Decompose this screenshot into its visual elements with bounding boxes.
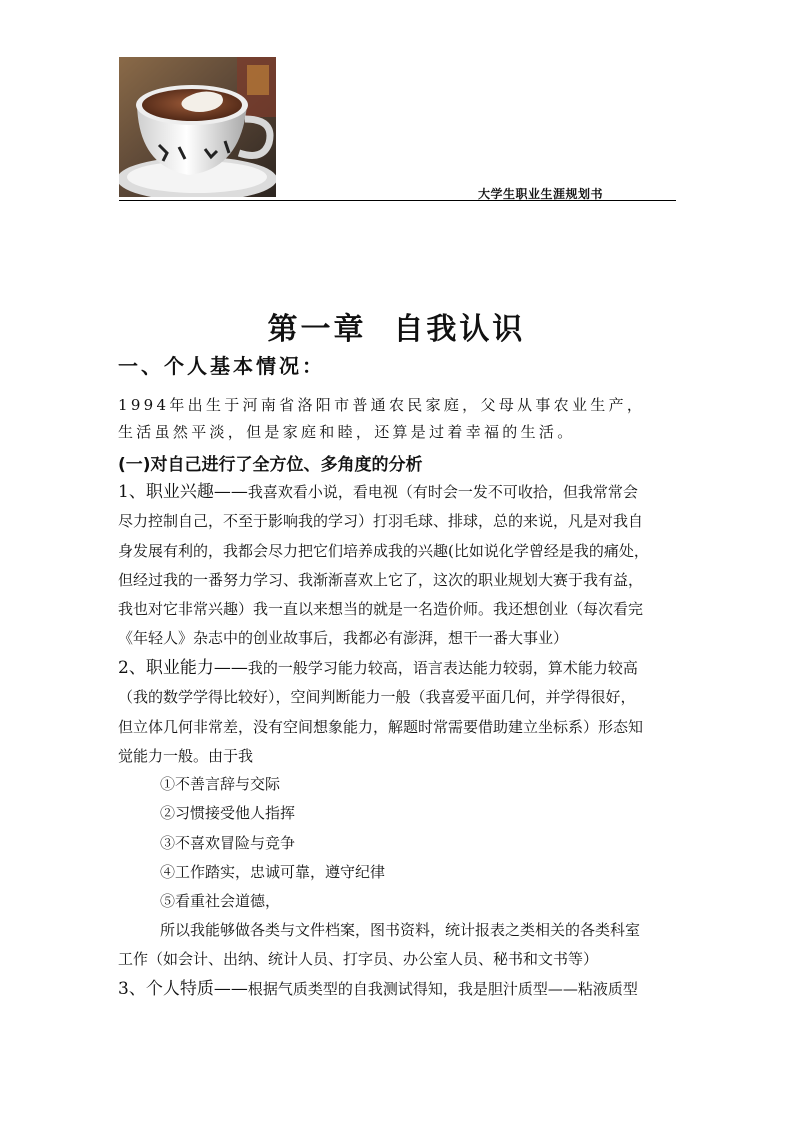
header-divider [119, 200, 676, 201]
list-item: ③不喜欢冒险与竞争 [160, 833, 296, 852]
section-heading: 一、个人基本情况： [118, 354, 325, 378]
paragraph-line: 但经过我的一番努力学习、我渐渐喜欢上它了，这次的职业规划大赛于我有益， [118, 570, 644, 589]
paragraph-line: 《年轻人》杂志中的创业故事后，我都必有澎湃，想干一番大事业） [118, 629, 569, 648]
traits-list [160, 770, 385, 916]
career-ability-paragraph [118, 654, 683, 771]
paragraph-line: 1、职业兴趣——我喜欢看小说，看电视（有时会一发不可收拾，但我常常会 [118, 482, 638, 502]
list-item: ①不善言辞与交际 [160, 775, 281, 793]
list-item: ⑤看重社会道德， [160, 892, 281, 911]
paragraph-line: 2、职业能力——我的一般学习能力较高，语言表达能力较弱，算术能力较高 [118, 658, 638, 678]
career-ability-lead: 2、职业能力—— [118, 658, 248, 678]
header-coffee-photo [119, 57, 276, 197]
header-title: 大学生职业生涯规划书 [478, 187, 604, 201]
paragraph-line: 所以我能够做各类与文件档案，图书资料，统计报表之类相关的各类科室 [160, 921, 641, 939]
paragraph-line: 身发展有利的，我都会尽力把它们培养成我的兴趣(比如说化学曾经是我的痛处， [118, 541, 649, 560]
analysis-sub-heading: (一)对自己进行了全方位、多角度的分析 [118, 455, 423, 475]
list-item: ②习惯接受他人指挥 [160, 804, 296, 823]
career-interest-lead: 1、职业兴趣—— [118, 482, 248, 502]
paragraph-line: 3、个人特质——根据气质类型的自我测试得知，我是胆汁质型——粘液质型 [118, 978, 638, 999]
paragraph-line: 尽力控制自己，不至于影响我的学习）打羽毛球、排球，总的来说，凡是对我自 [118, 512, 644, 531]
intro-line: 1994年出生于河南省洛阳市普通农民家庭，父母从事农业生产， [118, 396, 646, 414]
conclusion-paragraph [118, 916, 683, 1004]
chapter-title: 第一章 自我认识 [267, 312, 526, 347]
paragraph-line: 我也对它非常兴趣）我一直以来想当的就是一名造价师。我还想创业（每次看完 [118, 600, 644, 619]
paragraph-line: 觉能力一般。由于我 [118, 746, 254, 765]
paragraph-line: 但立体几何非常差，没有空间想象能力，解题时常需要借助建立坐标系）形态知 [118, 717, 644, 736]
list-item: ④工作踏实，忠诚可靠，遵守纪律 [160, 862, 386, 881]
coffee-cup-image [119, 57, 276, 197]
personal-quality-lead: 3、个人特质—— [118, 978, 248, 999]
intro-line: 生活虽然平淡，但是家庭和睦，还算是过着幸福的生活。 [118, 423, 576, 441]
career-interest-paragraph [118, 478, 683, 654]
paragraph-line: （我的数学学得比较好），空间判断能力一般（我喜爱平面几何，并学得很好， [118, 688, 636, 707]
paragraph-line: 工作（如会计、出纳、统计人员、打字员、办公室人员、秘书和文书等） [118, 950, 599, 969]
intro-paragraph [118, 392, 678, 446]
